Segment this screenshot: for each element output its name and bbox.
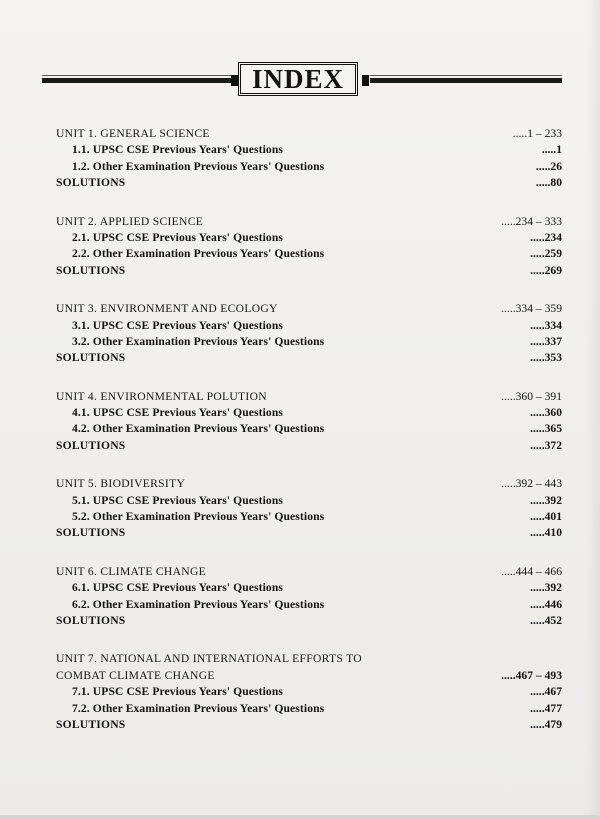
entry-title: 6.1. UPSC CSE Previous Years' Questions	[72, 581, 283, 595]
entry-page: .....259	[530, 247, 562, 261]
unit-heading[interactable]	[56, 214, 562, 230]
unit-title: UNIT 4. ENVIRONMENTAL POLUTION	[56, 389, 267, 403]
solutions-page: .....269	[530, 263, 562, 277]
entry-title: 7.2. Other Examination Previous Years' Questions	[72, 701, 325, 715]
unit-title: UNIT 2. APPLIED SCIENCE	[56, 214, 204, 228]
solutions-title: SOLUTIONS	[56, 176, 126, 190]
solutions-entry[interactable]	[56, 613, 562, 629]
entry-page: .....337	[530, 334, 562, 348]
solutions-entry[interactable]	[56, 438, 562, 454]
entry-page: .....401	[530, 510, 562, 524]
solutions-page: .....410	[530, 526, 562, 540]
unit-title: UNIT 1. GENERAL SCIENCE	[56, 127, 210, 140]
unit-6	[56, 564, 562, 630]
solutions-title: SOLUTIONS	[56, 717, 126, 731]
solutions-page: .....372	[530, 438, 562, 452]
unit-page-range: .....234 – 333	[501, 214, 562, 228]
entry-title: 3.1. UPSC CSE Previous Years' Questions	[72, 318, 283, 332]
header-rule-cap-left	[231, 75, 238, 86]
index-list	[56, 126, 562, 755]
entry-title: 1.2. Other Examination Previous Years' Questions	[72, 159, 325, 173]
index-entry[interactable]	[56, 493, 562, 509]
solutions-title: SOLUTIONS	[56, 263, 126, 277]
index-entry[interactable]	[56, 405, 562, 421]
unit-title: UNIT 6. CLIMATE CHANGE	[56, 564, 207, 578]
entry-title: 6.2. Other Examination Previous Years' Questions	[72, 597, 325, 611]
header-rule-cap-right	[362, 75, 369, 86]
entry-title: 7.1. UPSC CSE Previous Years' Questions	[72, 685, 283, 699]
solutions-entry[interactable]	[56, 263, 562, 279]
entry-page: .....392	[530, 493, 562, 507]
index-entry[interactable]	[56, 509, 562, 525]
unit-title-continued: COMBAT CLIMATE CHANGE	[56, 668, 215, 682]
unit-3	[56, 301, 562, 367]
solutions-entry[interactable]	[56, 717, 562, 733]
entry-page: .....234	[530, 230, 562, 244]
entry-title: 1.1. UPSC CSE Previous Years' Questions	[72, 143, 283, 157]
entry-page: .....365	[530, 422, 562, 436]
entry-title: 4.1. UPSC CSE Previous Years' Questions	[72, 406, 283, 420]
unit-4	[56, 389, 562, 455]
unit-heading[interactable]	[56, 126, 562, 142]
entry-page: .....446	[530, 597, 562, 611]
entry-page: .....26	[535, 159, 562, 173]
index-entry[interactable]	[56, 142, 562, 158]
index-entry[interactable]	[56, 421, 562, 437]
page-edge-shadow	[586, 0, 600, 819]
solutions-entry[interactable]	[56, 525, 562, 541]
index-entry[interactable]	[56, 246, 562, 262]
unit-heading[interactable]	[56, 564, 562, 580]
unit-5	[56, 476, 562, 542]
unit-page-range: .....1 – 233	[512, 127, 562, 140]
index-entry[interactable]	[56, 318, 562, 334]
entry-title: 4.2. Other Examination Previous Years' Questions	[72, 422, 325, 436]
index-entry[interactable]	[56, 701, 562, 717]
unit-page-range: .....444 – 466	[501, 564, 562, 578]
solutions-page: .....353	[530, 351, 562, 365]
index-entry[interactable]	[56, 597, 562, 613]
solutions-page: .....479	[530, 717, 562, 731]
unit-2	[56, 214, 562, 280]
entry-page: .....360	[530, 406, 562, 420]
unit-heading[interactable]	[56, 301, 562, 317]
index-title-plaque	[238, 62, 358, 96]
entry-page: .....392	[530, 581, 562, 595]
index-entry[interactable]	[56, 230, 562, 246]
entry-title: 3.2. Other Examination Previous Years' Questions	[72, 334, 325, 348]
page-bottom-edge	[0, 815, 600, 819]
index-entry[interactable]	[56, 334, 562, 350]
entry-page: .....477	[530, 701, 562, 715]
solutions-entry[interactable]	[56, 350, 562, 366]
unit-heading[interactable]	[56, 476, 562, 492]
unit-page-range: .....467 – 493	[501, 668, 562, 682]
unit-title: UNIT 5. BIODIVERSITY	[56, 477, 186, 491]
solutions-page: .....452	[530, 613, 562, 627]
unit-heading[interactable]	[56, 651, 562, 667]
entry-title: 5.2. Other Examination Previous Years' Questions	[72, 510, 325, 524]
index-title: INDEX	[251, 64, 344, 94]
unit-heading[interactable]	[56, 389, 562, 405]
solutions-title: SOLUTIONS	[56, 526, 126, 540]
index-entry[interactable]	[56, 159, 562, 175]
unit-page-range: .....360 – 391	[501, 389, 562, 403]
header-rule-right	[370, 78, 562, 83]
index-entry[interactable]	[56, 580, 562, 596]
entry-title: 5.1. UPSC CSE Previous Years' Questions	[72, 493, 283, 507]
entry-page: .....334	[530, 318, 562, 332]
entry-title: 2.1. UPSC CSE Previous Years' Questions	[72, 230, 283, 244]
solutions-page: .....80	[535, 176, 562, 190]
unit-title: UNIT 7. NATIONAL AND INTERNATIONAL EFFORTS TO	[56, 652, 362, 666]
solutions-title: SOLUTIONS	[56, 438, 126, 452]
unit-1	[56, 126, 562, 192]
entry-page: .....467	[530, 685, 562, 699]
solutions-title: SOLUTIONS	[56, 351, 126, 365]
index-entry[interactable]	[56, 684, 562, 700]
entry-title: 2.2. Other Examination Previous Years' Questions	[72, 247, 325, 261]
unit-heading-continued[interactable]	[56, 668, 562, 684]
solutions-title: SOLUTIONS	[56, 613, 126, 627]
solutions-entry[interactable]	[56, 175, 562, 191]
header-rule-left	[42, 78, 232, 83]
unit-page-range: .....392 – 443	[501, 477, 562, 491]
unit-7	[56, 651, 562, 733]
unit-page-range: .....334 – 359	[501, 302, 562, 316]
unit-title: UNIT 3. ENVIRONMENT AND ECOLOGY	[56, 302, 278, 316]
entry-page: .....1	[541, 143, 562, 157]
index-header	[42, 62, 562, 98]
